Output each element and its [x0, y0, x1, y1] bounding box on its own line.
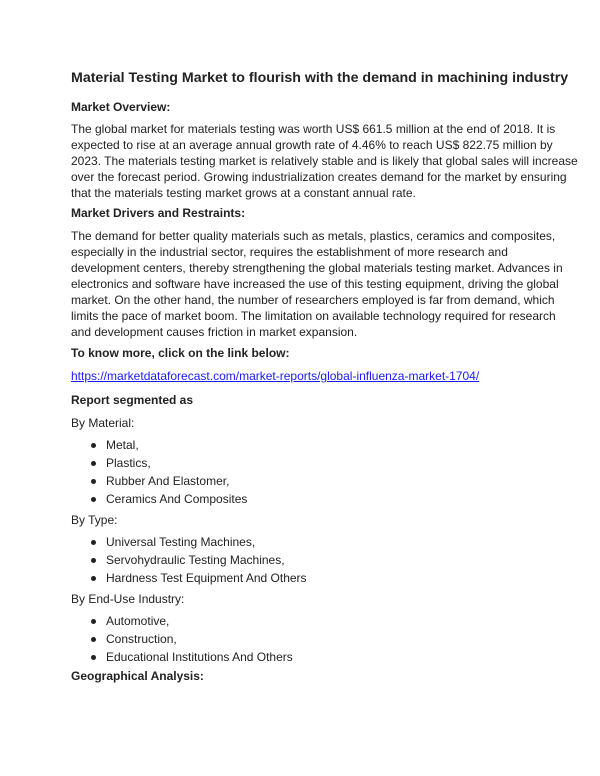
- list-item: Automotive,: [71, 612, 293, 630]
- type-list: [71, 533, 307, 587]
- text-line: market. On the other hand, the number of researchers employed is far from demand, which: [71, 293, 555, 307]
- bullet-icon: [91, 497, 96, 502]
- bullet-icon: [91, 461, 96, 466]
- bullet-icon: [91, 576, 96, 581]
- drivers-heading: Market Drivers and Restraints:: [71, 206, 246, 220]
- bullet-icon: [91, 655, 96, 660]
- geographical-analysis-heading: Geographical Analysis:: [71, 669, 204, 683]
- list-item: Rubber And Elastomer,: [71, 472, 247, 490]
- text-line: and development causes friction in market expansion.: [71, 325, 358, 339]
- know-more-heading: To know more, click on the link below:: [71, 346, 290, 360]
- report-link[interactable]: https://marketdataforecast.com/market-reports/global-influenza-market-1704/: [71, 369, 480, 383]
- text-line: that the materials testing market grows at a constant annual rate.: [71, 186, 416, 200]
- list-item: Ceramics And Composites: [71, 490, 247, 508]
- text-line: limits the pace of market boom. The limitation on available technology required for research: [71, 309, 556, 323]
- by-type-label: By Type:: [71, 513, 118, 527]
- text-line: The global market for materials testing was worth US$ 661.5 million at the end of 2018. It is: [71, 122, 556, 136]
- by-end-use-label: By End-Use Industry:: [71, 592, 185, 606]
- bullet-icon: [91, 540, 96, 545]
- document-title: Material Testing Market to flourish with the demand in machining industry: [71, 70, 569, 86]
- market-overview-paragraph: [71, 121, 578, 201]
- text-line: especially in the industrial sector, requires the establishment of more research and: [71, 245, 508, 259]
- by-material-label: By Material:: [71, 416, 135, 430]
- list-item: Servohydraulic Testing Machines,: [71, 551, 307, 569]
- material-list: [71, 436, 247, 508]
- list-item: Universal Testing Machines,: [71, 533, 307, 551]
- bullet-icon: [91, 637, 96, 642]
- text-line: electronics and software have increased the use of this testing equipment, driving the global: [71, 277, 559, 291]
- text-line: development centers, thereby strengthening the global materials testing market. Advances in: [71, 261, 563, 275]
- bullet-icon: [91, 558, 96, 563]
- end-use-list: [71, 612, 293, 666]
- list-item: Hardness Test Equipment And Others: [71, 569, 307, 587]
- list-item: Educational Institutions And Others: [71, 648, 293, 666]
- bullet-icon: [91, 619, 96, 624]
- text-line: expected to rise at an average annual growth rate of 4.46% to reach US$ 822.75 million by: [71, 138, 553, 152]
- bullet-icon: [91, 443, 96, 448]
- report-segmented-heading: Report segmented as: [71, 393, 194, 407]
- list-item: Construction,: [71, 630, 293, 648]
- market-overview-heading: Market Overview:: [71, 100, 171, 114]
- text-line: The demand for better quality materials such as metals, plastics, ceramics and composites,: [71, 229, 556, 243]
- list-item: Metal,: [71, 436, 247, 454]
- text-line: over the forecast period. Growing industrialization creates demand for the market by ensuring: [71, 170, 567, 184]
- drivers-paragraph: [71, 228, 563, 340]
- text-line: 2023. The materials testing market is relatively stable and is likely that global sales will increase: [71, 154, 578, 168]
- list-item: Plastics,: [71, 454, 247, 472]
- bullet-icon: [91, 479, 96, 484]
